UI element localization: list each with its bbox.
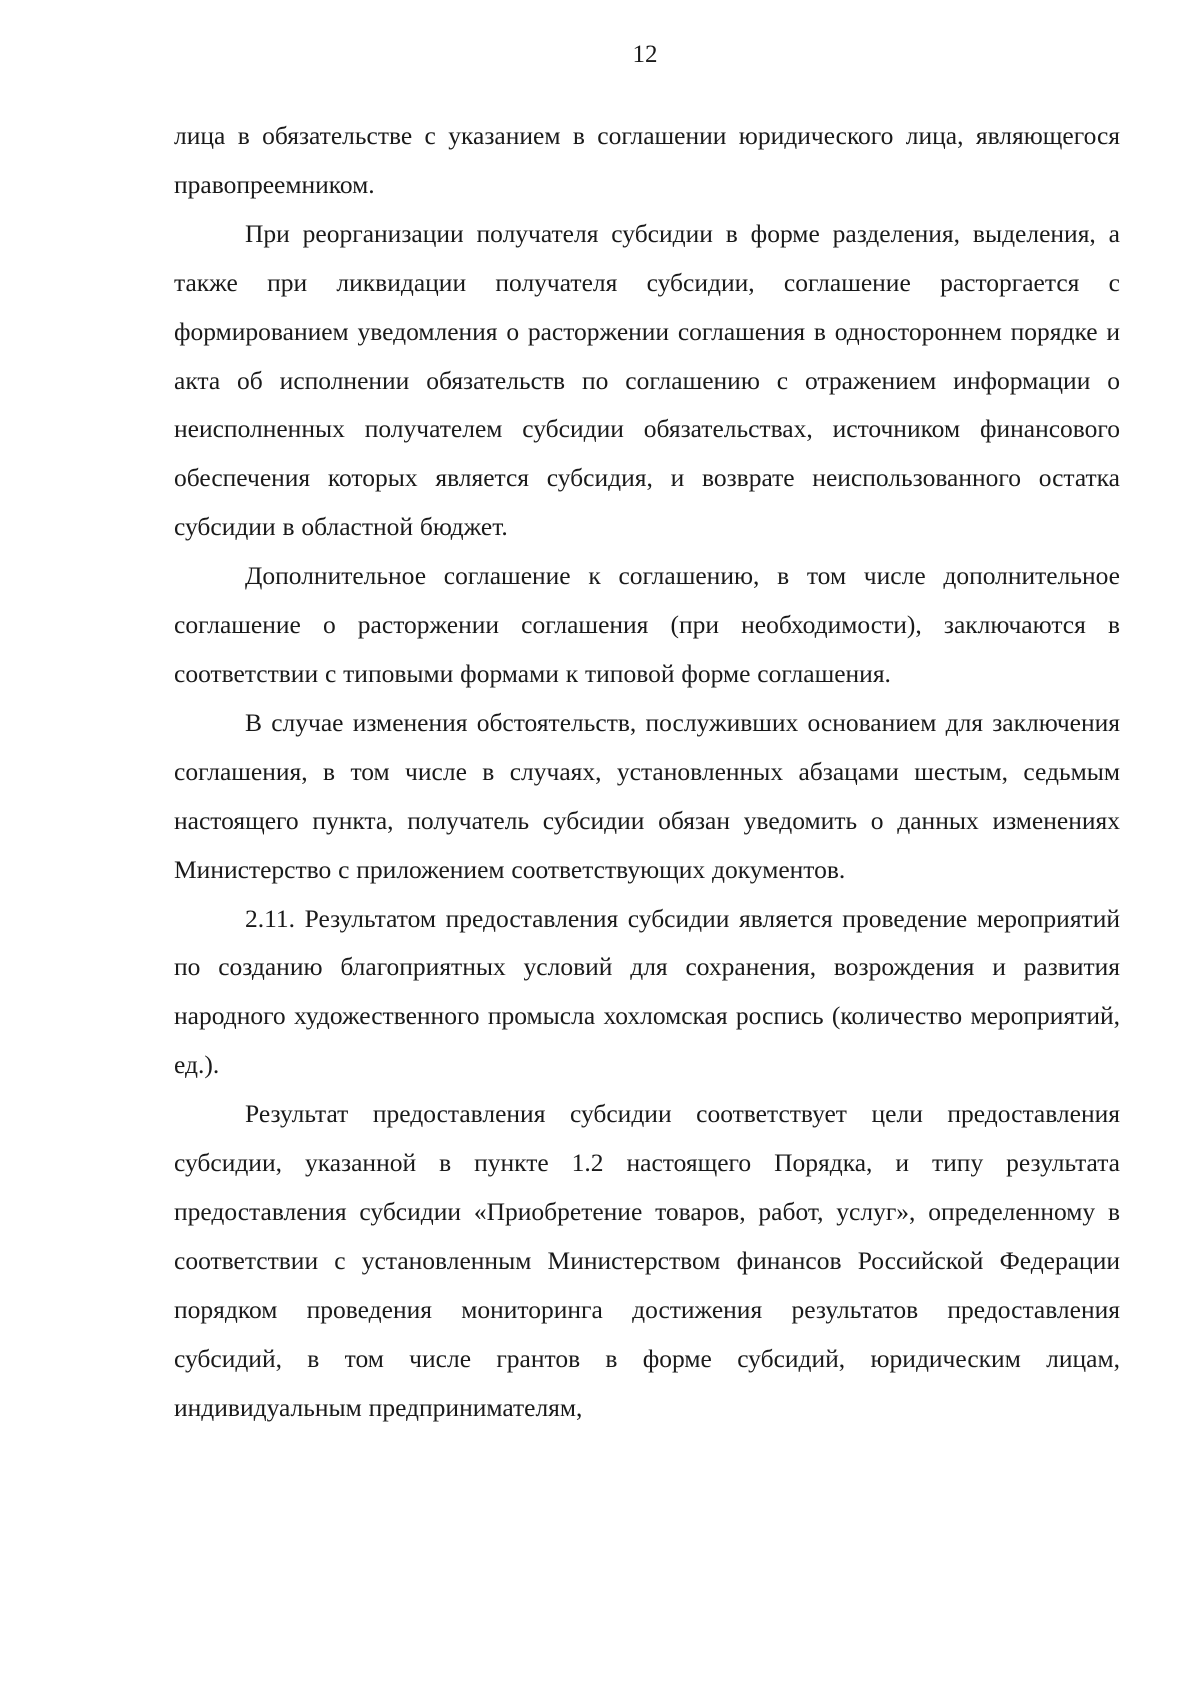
paragraph-continuation: лица в обязательстве с указанием в соглашении юридического лица, являющегося правопреемником. bbox=[174, 121, 1120, 199]
paragraph-reorganization: При реорганизации получателя субсидии в форме разделения, выделения, а также при ликвидации получателя субсидии, соглашение расторгается с формированием уведомления о расторжении соглашения в одностороннем порядке и акта об исполнении обязательств по соглашению с отражением информации о неисполненных получателем субсидии обязательствах, источником финансового обеспечения которых является субсидия, и возврате неиспользованного остатка субсидии в областной бюджет. bbox=[174, 218, 1120, 542]
page-number: 12 bbox=[632, 41, 658, 68]
paragraph-clause-2-11: 2.11. Результатом предоставления субсидии является проведение мероприятий по созданию благоприятных условий для сохранения, возрождения и развития народного художественного промысла хохломская роспись (количество мероприятий, ед.). bbox=[174, 903, 1120, 1080]
paragraph-change-circumstances: В случае изменения обстоятельств, послуживших основанием для заключения соглашения, в том числе в случаях, установленных абзацами шестым, седьмым настоящего пункта, получатель субсидии обязан уведомить о данных изменениях Министерство с приложением соответствующих документов. bbox=[174, 707, 1120, 884]
paragraph-additional-agreement: Дополнительное соглашение к соглашению, в том числе дополнительное соглашение о расторжении соглашения (при необходимости), заключаются в соответствии с типовыми формами к типовой форме соглашения. bbox=[174, 561, 1120, 688]
document-body bbox=[174, 112, 1120, 1432]
paragraph-result-correspondence: Результат предоставления субсидии соответствует цели предоставления субсидии, указанной в пункте 1.2 настоящего Порядка, и типу результата предоставления субсидии «Приобретение товаров, работ, услуг», определенному в соответствии с установленным Министерством финансов Российской Федерации порядком проведения мониторинга достижения результатов предоставления субсидий, в том числе грантов в форме субсидий, юридическим лицам, индивидуальным предпринимателям, bbox=[174, 1099, 1120, 1422]
